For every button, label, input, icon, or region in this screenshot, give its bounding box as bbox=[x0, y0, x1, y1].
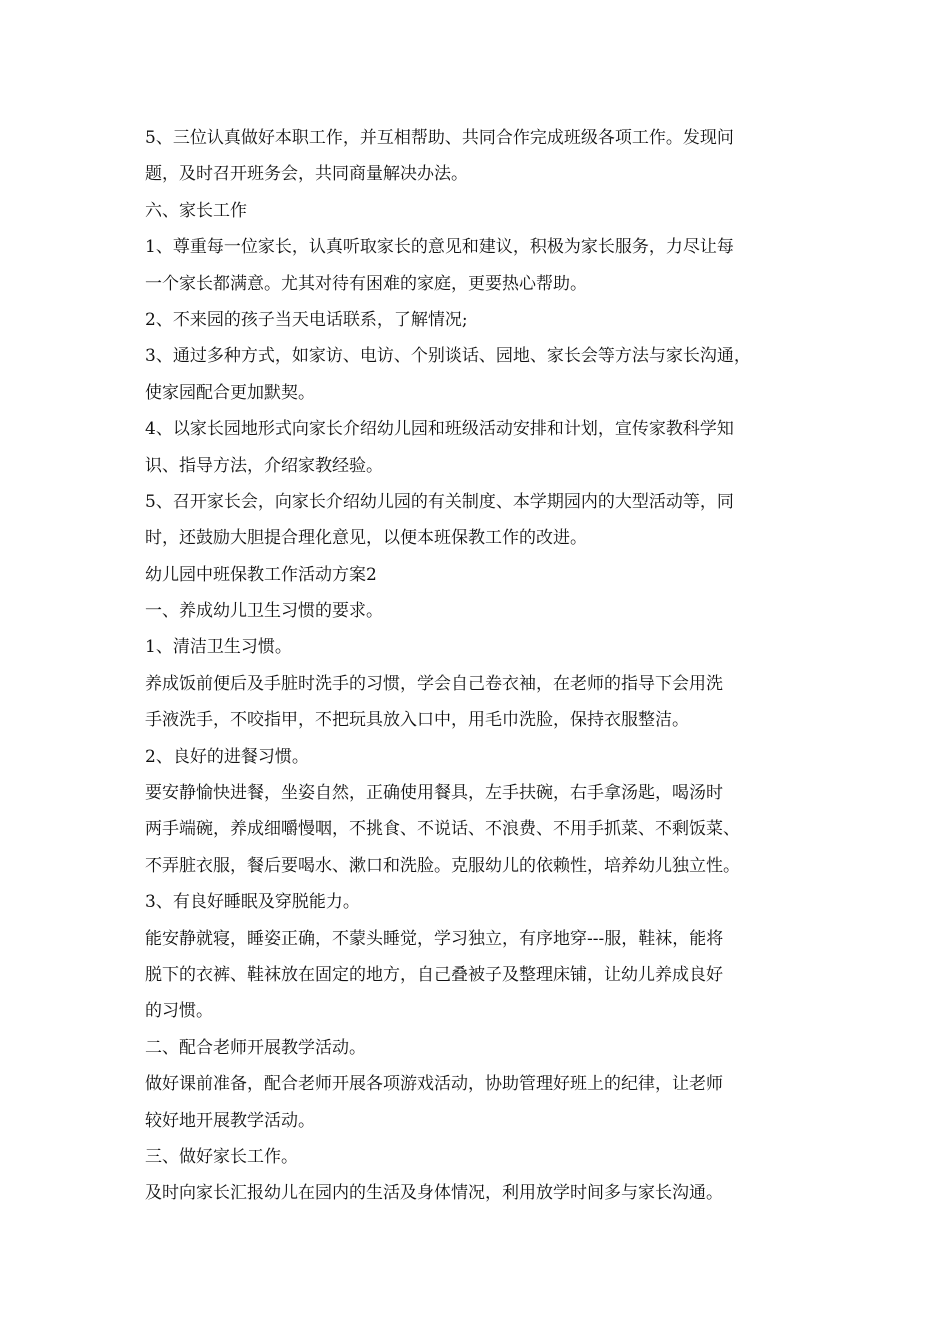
paragraph-line: 较好地开展教学活动。 bbox=[145, 1110, 315, 1131]
paragraph-line: 一个家长都满意。尤其对待有困难的家庭，更要热心帮助。 bbox=[145, 273, 587, 294]
paragraph-line: 使家园配合更加默契。 bbox=[145, 382, 315, 403]
subsection-heading: 3、有良好睡眠及穿脱能力。 bbox=[145, 892, 360, 913]
section-heading: 二、配合老师开展教学活动。 bbox=[145, 1037, 366, 1058]
subsection-heading: 2、良好的进餐习惯。 bbox=[145, 746, 309, 767]
paragraph-line: 做好课前准备，配合老师开展各项游戏活动，协助管理好班上的纪律，让老师 bbox=[145, 1074, 723, 1095]
paragraph-line: 时，还鼓励大胆提合理化意见，以便本班保教工作的改进。 bbox=[145, 528, 587, 549]
paragraph-line: 养成饭前便后及手脏时洗手的习惯，学会自己卷衣袖，在老师的指导下会用洗 bbox=[145, 673, 723, 694]
paragraph-line: 及时向家长汇报幼儿在园内的生活及身体情况，利用放学时间多与家长沟通。 bbox=[145, 1183, 723, 1204]
paragraph-line: 2、不来园的孩子当天电话联系，了解情况; bbox=[145, 309, 468, 330]
section-heading: 一、养成幼儿卫生习惯的要求。 bbox=[145, 601, 383, 622]
paragraph-line: 的习惯。 bbox=[145, 1001, 213, 1022]
paragraph-line: 5、三位认真做好本职工作，并互相帮助、共同合作完成班级各项工作。发现问 bbox=[145, 128, 734, 148]
subsection-heading: 1、清洁卫生习惯。 bbox=[145, 637, 292, 658]
paragraph-line: 题，及时召开班务会，共同商量解决办法。 bbox=[145, 164, 468, 185]
document-title: 幼儿园中班保教工作活动方案2 bbox=[145, 564, 377, 585]
section-heading: 六、家长工作 bbox=[145, 200, 247, 221]
paragraph-line: 手液洗手，不咬指甲，不把玩具放入口中，用毛巾洗脸，保持衣服整洁。 bbox=[145, 710, 689, 731]
paragraph-line: 4、以家长园地形式向家长介绍幼儿园和班级活动安排和计划，宣传家教科学知 bbox=[145, 419, 734, 440]
paragraph-line: 脱下的衣裤、鞋袜放在固定的地方，自己叠被子及整理床铺，让幼儿养成良好 bbox=[145, 964, 723, 985]
paragraph-line: 两手端碗，养成细嚼慢咽，不挑食、不说话、不浪费、不用手抓菜、不剩饭菜、 bbox=[145, 819, 740, 840]
section-heading: 三、做好家长工作。 bbox=[145, 1146, 298, 1167]
paragraph-line: 不弄脏衣服，餐后要喝水、漱口和洗脸。克服幼儿的依赖性，培养幼儿独立性。 bbox=[145, 855, 740, 876]
paragraph-line: 要安静愉快进餐，坐姿自然，正确使用餐具，左手扶碗，右手拿汤匙，喝汤时 bbox=[145, 783, 723, 804]
paragraph-line: 5、召开家长会，向家长介绍幼儿园的有关制度、本学期园内的大型活动等，同 bbox=[145, 491, 734, 512]
paragraph-line: 1、尊重每一位家长，认真听取家长的意见和建议，积极为家长服务，力尽让每 bbox=[145, 237, 734, 258]
paragraph-line: 能安静就寝，睡姿正确，不蒙头睡觉，学习独立，有序地穿---服，鞋袜，能将 bbox=[145, 928, 724, 949]
document-body bbox=[145, 120, 825, 1212]
paragraph-line: 识、指导方法，介绍家教经验。 bbox=[145, 455, 383, 476]
paragraph-line: 3、通过多种方式，如家访、电访、个别谈话、园地、家长会等方法与家长沟通， bbox=[145, 346, 751, 367]
